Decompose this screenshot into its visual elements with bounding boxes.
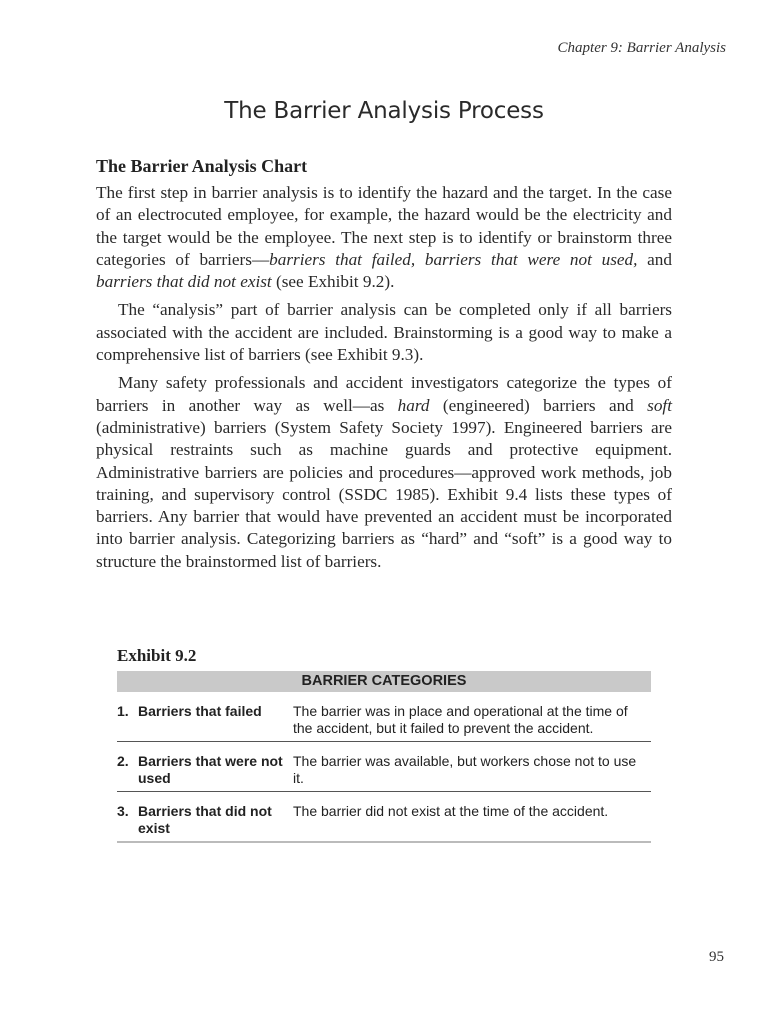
paragraph-2: The “analysis” part of barrier analysis can be completed only if all barriers associated with the accident are included. Brainstorming is a good way to make a comprehensive list of barriers (see Exhibit 9.3). [96,300,672,365]
row-label-cell [117,753,293,787]
row-label-cell [117,803,293,837]
table-row [117,792,651,843]
row-label: Barriers that did not exist [138,803,272,836]
running-header: Chapter 9: Barrier Analysis [557,40,726,56]
row-label: Barriers that failed [138,703,262,719]
paragraph-3 [96,372,672,573]
page-title: The Barrier Analysis Process [224,98,544,124]
paragraph-3-italic-d: soft [647,395,672,415]
paragraph-1-italic-b: barriers that failed, barriers that were not used, [269,249,638,269]
row-description: The barrier was available, but workers chose not to use it. [293,753,637,786]
row-number: 3. [117,803,129,819]
exhibit-header: BARRIER CATEGORIES [117,671,651,692]
table-row [117,692,651,742]
paragraph-3-italic-b: hard [397,395,430,415]
row-label-cell [117,703,293,737]
exhibit-label: Exhibit 9.2 [117,646,197,665]
paragraph-1-text-a: The first step in barrier analysis is to identify the hazard and the target. In the case of an electrocuted employee, for example, the hazard would be the electricity and the target would be the employee. The next step is to identify or brainstorm three categories of barriers— [96,183,672,269]
paragraph-3-text-e: (administrative) barriers (System Safety Society 1997). Engineered barriers are physical restraints such as machine guards and protective equipment. Administrative barriers are policies and procedures—approved work methods, job training, and supervisory control (SSDC 1985). Exhibit 9.4 lists these types of barriers. Any barrier that would have prevented an accident must be incorporated into barrier analysis. Categorizing barriers as “hard” and “soft” is a good way to structure the brainstormed list of barriers. [96,417,672,571]
paragraph-1-text-c: and [637,249,672,269]
row-label: Barriers that were not used [138,753,283,786]
paragraph-3-text-c: (engineered) barriers and [429,395,648,415]
main-content [96,156,672,579]
row-description: The barrier did not exist at the time of the accident. [293,803,609,819]
table-row [117,742,651,792]
paragraph-1-text-e: (see Exhibit 9.2). [271,272,395,292]
exhibit-table [117,646,651,843]
paragraph-1 [96,182,672,293]
row-number: 2. [117,753,129,769]
paragraph-1-italic-d: barriers that did not exist [96,272,272,292]
paragraph-3-text-a: Many safety professionals and accident investigators categorize the types of barriers in another way as well—as [96,373,672,415]
page-number: 95 [709,949,724,965]
row-description: The barrier was in place and operational at the time of the accident, but it failed to prevent the accident. [293,703,628,736]
section-heading: The Barrier Analysis Chart [96,156,308,176]
row-number: 1. [117,703,129,719]
